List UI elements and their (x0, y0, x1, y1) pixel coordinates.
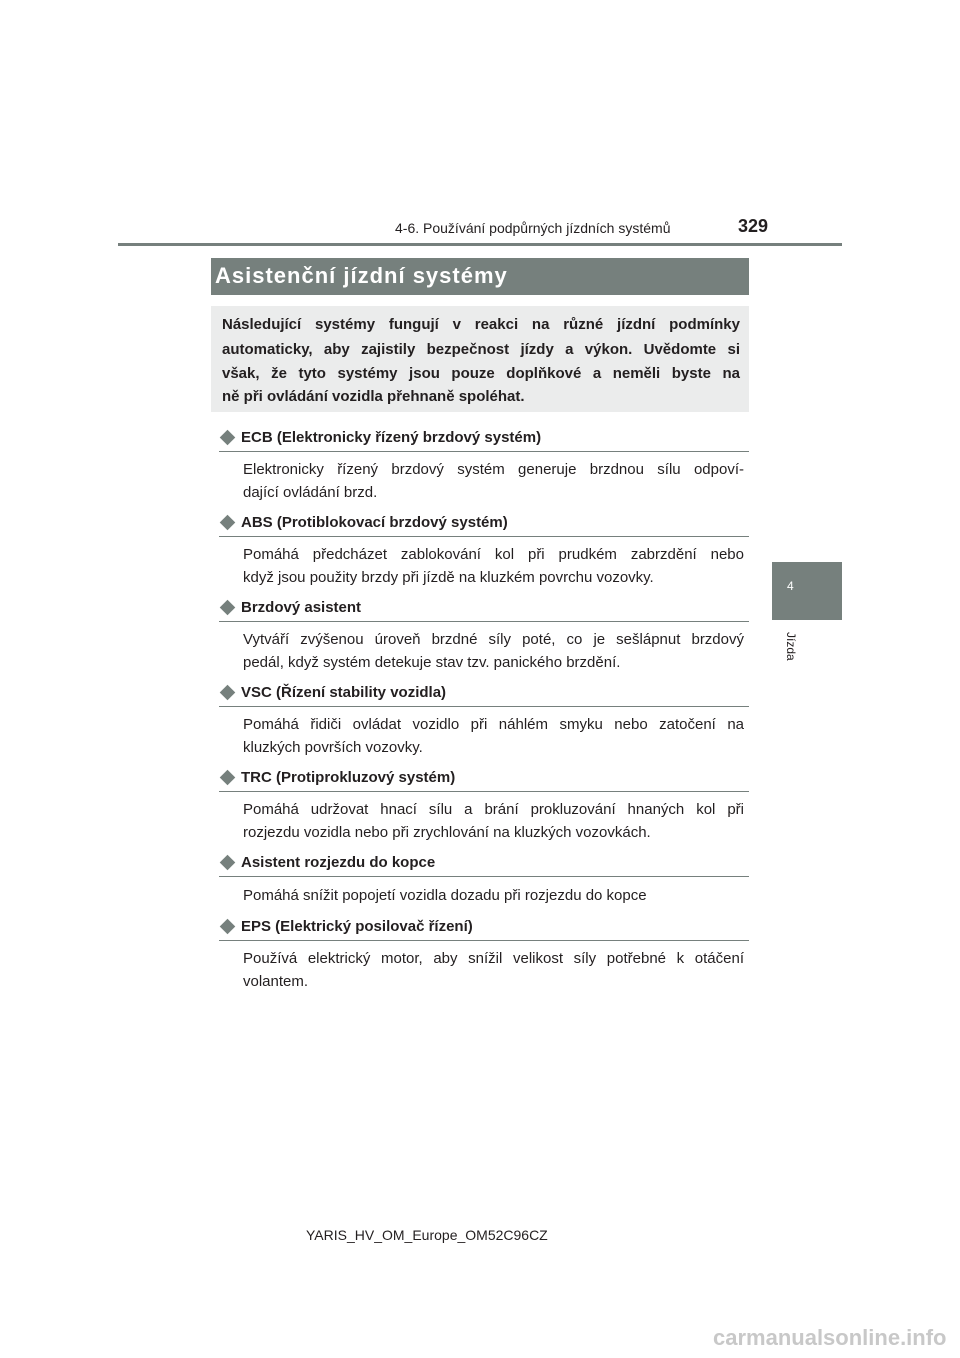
item-description: kluzkých površích vozovky. (243, 739, 423, 756)
item-description: Pomáhá snížit popojetí vozidla dozadu při rozjezdu do kopce (243, 887, 647, 904)
diamond-bullet-icon (220, 685, 236, 701)
item-description: Vytváří zvýšenou úroveň brzdné síly poté, co je sešlápnut brzdový (243, 631, 744, 648)
intro-line: Následující systémy fungují v reakci na různé jízdní podmínky (222, 316, 740, 333)
intro-line: ně při ovládání vozidla přehnaně spoléhat. (222, 388, 525, 405)
item-title-text: EPS (Elektrický posilovač řízení) (241, 918, 473, 935)
chapter-tab (772, 562, 842, 620)
item-description: Pomáhá řidiči ovládat vozidlo při náhlém smyku nebo zatočení na (243, 716, 744, 733)
chapter-tab-number: 4 (787, 579, 794, 593)
item-description: Pomáhá udržovat hnací sílu a brání prokluzování hnaných kol při (243, 801, 744, 818)
item-description: volantem. (243, 973, 309, 990)
item-title-eps (219, 918, 473, 935)
page-number: 329 (738, 216, 769, 236)
item-title-text: VSC (Řízení stability vozidla) (241, 684, 447, 701)
item-title-abs (219, 514, 508, 531)
item-title-text: ECB (Elektronicky řízený brzdový systém) (241, 429, 542, 446)
item-description: dající ovládání brzd. (243, 484, 378, 501)
item-description: Používá elektrický motor, aby snížil velikost síly potřebné k otáčení (243, 950, 744, 967)
diamond-bullet-icon (220, 770, 236, 786)
item-title-ecb (219, 429, 541, 446)
page-title: Asistenční jízdní systémy (215, 263, 508, 288)
diamond-bullet-icon (220, 515, 236, 531)
watermark: carmanualsonline.info (713, 1325, 947, 1350)
item-title-hill-start (219, 854, 435, 871)
item-rule (219, 621, 749, 622)
item-rule (219, 706, 749, 707)
item-title-text: ABS (Protiblokovací brzdový systém) (241, 514, 508, 531)
item-rule (219, 451, 749, 452)
item-rule (219, 791, 749, 792)
item-title-trc (219, 769, 455, 786)
item-rule (219, 536, 749, 537)
item-description: když jsou použity brzdy při jízdě na kluzkém povrchu vozovky. (243, 569, 654, 586)
chapter-tab-label: Jízda (784, 632, 798, 661)
item-title-text: Brzdový asistent (241, 599, 362, 616)
item-rule (219, 940, 749, 941)
intro-line: automaticky, aby zajistily bezpečnost jízdy a výkon. Uvědomte si (222, 341, 740, 358)
item-description: pedál, když systém detekuje stav tzv. panického brzdění. (243, 654, 621, 671)
document-code-footer: YARIS_HV_OM_Europe_OM52C96CZ (306, 1227, 548, 1243)
item-title-text: TRC (Protiprokluzový systém) (241, 769, 456, 786)
item-rule (219, 876, 749, 877)
intro-line: však, že tyto systémy jsou pouze doplňkové a neměli byste na (222, 365, 740, 382)
diamond-bullet-icon (220, 919, 236, 935)
item-description: rozjezdu vozidla nebo při zrychlování na kluzkých vozovkách. (243, 824, 651, 841)
item-title-brake-assist (219, 599, 361, 616)
section-header: 4-6. Používání podpůrných jízdních systémů (395, 220, 671, 236)
diamond-bullet-icon (220, 430, 236, 446)
diamond-bullet-icon (220, 855, 236, 871)
item-title-vsc (219, 684, 446, 701)
item-title-text: Asistent rozjezdu do kopce (241, 854, 436, 871)
diamond-bullet-icon (220, 600, 236, 616)
item-description: Pomáhá předcházet zablokování kol při prudkém zabrzdění nebo (243, 546, 744, 563)
header-rule (118, 243, 842, 246)
item-description: Elektronicky řízený brzdový systém generuje brzdnou sílu odpoví- (243, 461, 744, 478)
